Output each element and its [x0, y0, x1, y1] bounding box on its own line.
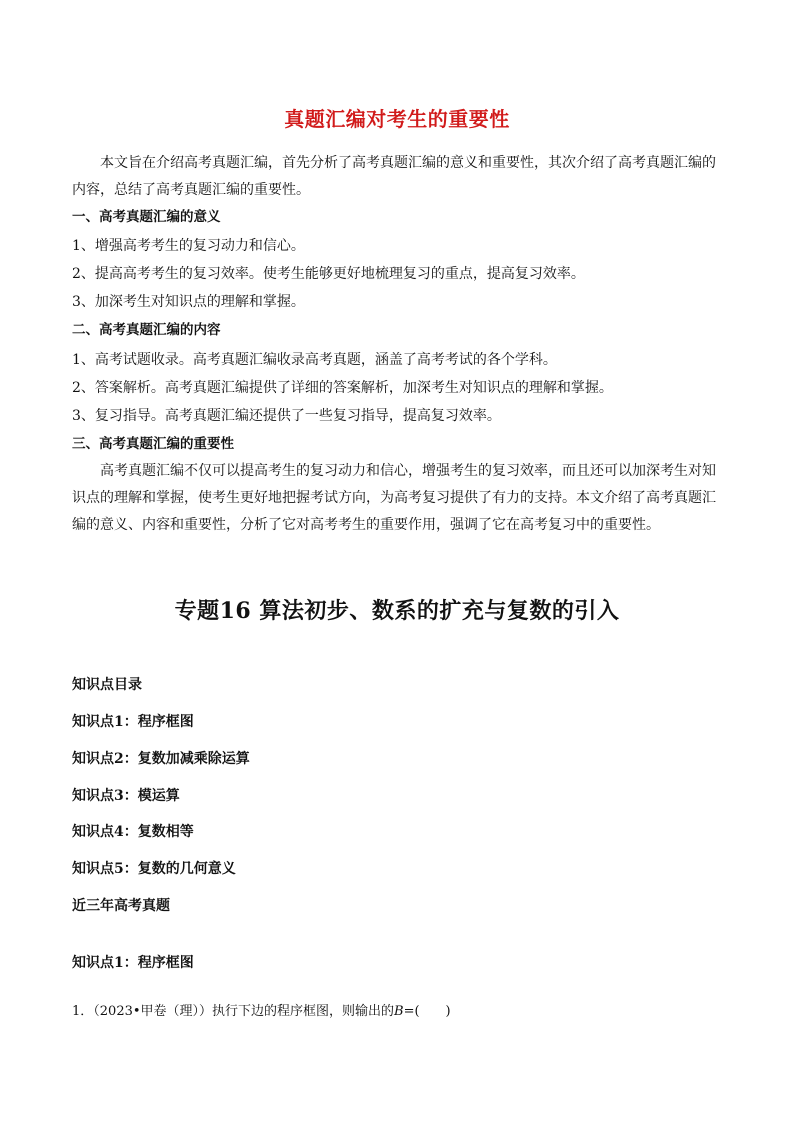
list-item: 1、高考试题收录。高考真题汇编收录高考真题，涵盖了高考考试的各个学科。	[72, 352, 557, 368]
toc-item[interactable]: 知识点1：程序框图	[72, 714, 194, 730]
topic-title: 专题16 算法初步、数系的扩充与复数的引入	[174, 598, 620, 624]
list-item: 2、提高高考考生的复习效率。使考生能够更好地梳理复习的重点，提高复习效率。	[72, 266, 585, 282]
knowledge-point-heading: 知识点1：程序框图	[72, 955, 194, 971]
question-1-prefix: 1．（2023•甲卷（理））执行下边的程序框图，则输出的	[72, 1004, 395, 1019]
intro-paragraph: 本文旨在介绍高考真题汇编，首先分析了高考真题汇编的意义和重要性，其次介绍了高考真题汇编的内容，总结了高考真题汇编的重要性。	[72, 155, 716, 198]
section-heading-importance: 三、高考真题汇编的重要性	[72, 436, 234, 452]
question-1-variable: B	[394, 1004, 404, 1019]
toc-item[interactable]: 近三年高考真题	[72, 898, 170, 914]
toc-item[interactable]: 知识点5：复数的几何意义	[72, 861, 236, 877]
list-item: 1、增强高考考生的复习动力和信心。	[72, 238, 305, 254]
list-item: 2、答案解析。高考真题汇编提供了详细的答案解析，加深考生对知识点的理解和掌握。	[72, 380, 613, 396]
section-heading-content: 二、高考真题汇编的内容	[72, 322, 221, 338]
toc-heading: 知识点目录	[72, 677, 142, 693]
section-heading-meaning: 一、高考真题汇编的意义	[72, 209, 221, 225]
toc-item[interactable]: 知识点4：复数相等	[72, 824, 194, 840]
toc-item[interactable]: 知识点3：模运算	[72, 788, 180, 804]
list-item: 3、加深考生对知识点的理解和掌握。	[72, 294, 305, 310]
list-item: 3、复习指导。高考真题汇编还提供了一些复习指导，提高复习效率。	[72, 408, 501, 424]
question-1	[72, 1000, 451, 1019]
document-title: 真题汇编对考生的重要性	[284, 107, 510, 131]
toc-item[interactable]: 知识点2：复数加减乘除运算	[72, 751, 250, 767]
question-1-suffix: =( )	[403, 1004, 451, 1019]
importance-paragraph: 高考真题汇编不仅可以提高考生的复习动力和信心，增强考生的复习效率，而且还可以加深考生对知识点的理解和掌握，使考生更好地把握考试方向，为高考复习提供了有力的支持。本文介绍了高考真题汇编的意义、内容和重要性，分析了它对高考考生的重要作用，强调了它在高考复习中的重要性。	[72, 463, 716, 533]
